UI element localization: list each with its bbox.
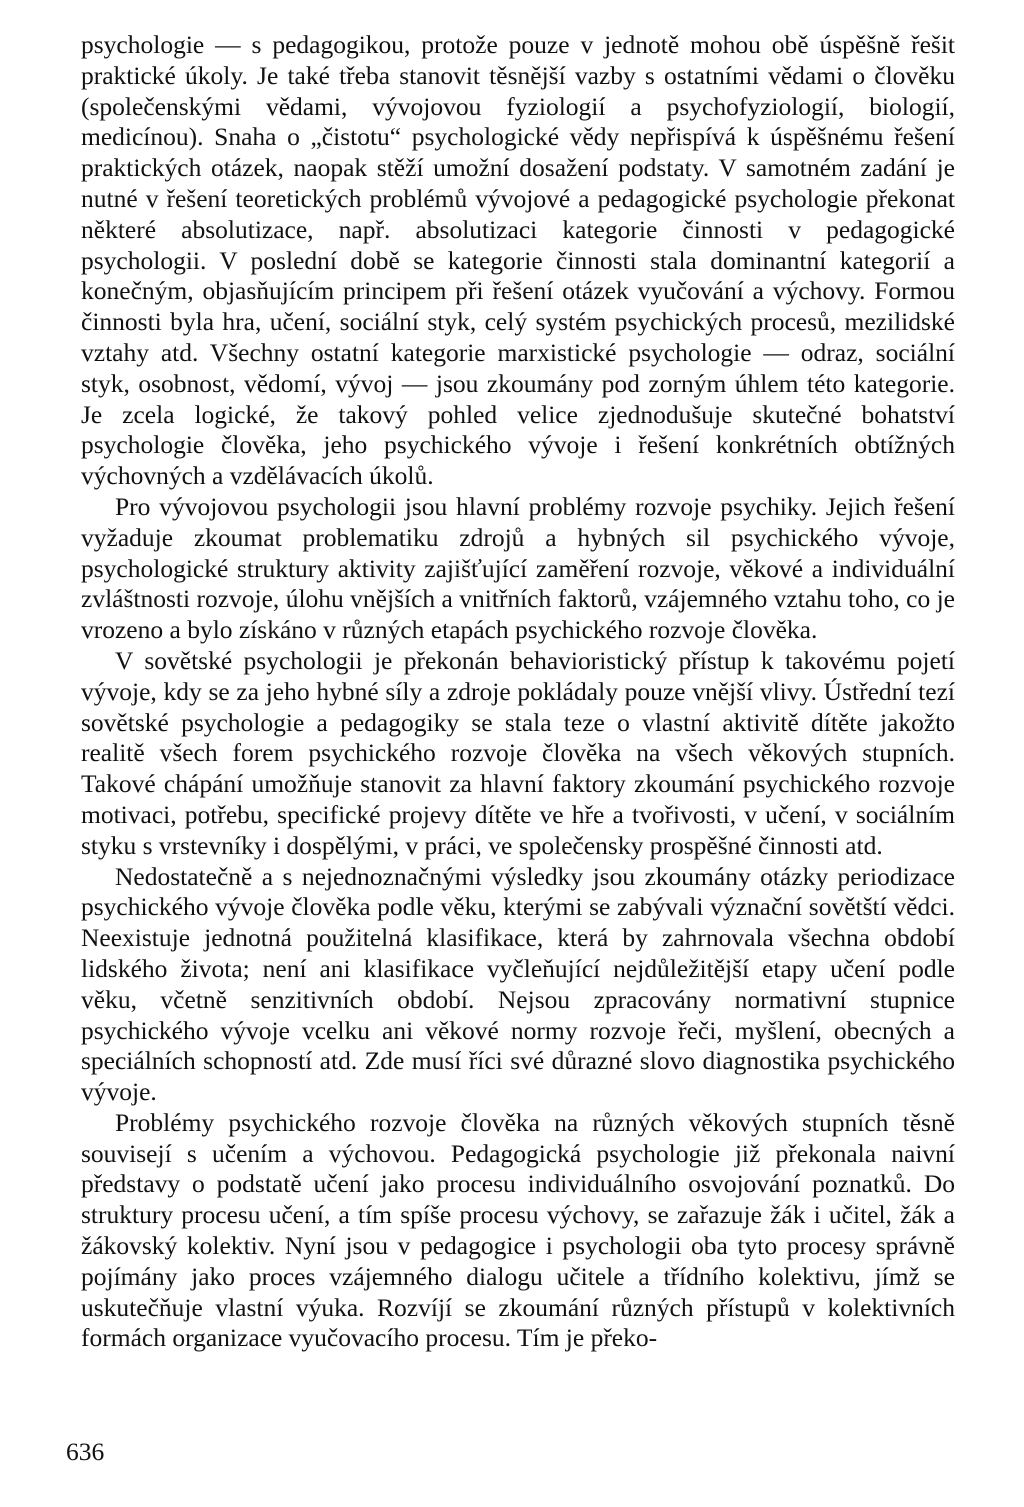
paragraph-periodization: Nedostatečně a s nejednoznačnými výsledky jsou zkoumány otázky periodizace psychického vývoje člověka podle věku, kterými se zabývali význační sovětští vědci. Neexistuje jednotná použitelná klasifikace, která by zahrnovala všechna období lidského života; není ani klasifikace vyčleňující nejdůležitější etapy učení podle věku, včetně senzitivních období. Nejsou zpracovány normativní stupnice psychického vývoje vcelku ani věkové normy rozvoje řeči, myšlení, obecných a speciálních schopností atd. Zde musí říci své důrazné slovo diagnostika psychického vývoje. bbox=[81, 861, 955, 1107]
paragraph-soviet-psychology: V sovětské psychologii je překonán behavioristický přístup k takovému pojetí vývoje, kdy se za jeho hybné síly a zdroje pokládaly pouze vnější vlivy. Ústřední tezí sovětské psychologie a pedagogiky se stala teze o vlastní aktivitě dítěte jakožto realitě všech forem psychického rozvoje člověka na všech věkových stupních. Takové chápání umožňuje stanovit za hlavní faktory zkoumání psychického rozvoje motivaci, potřebu, specifické projevy dítěte ve hře a tvořivosti, v učení, v sociálním styku s vrstevníky i dospělými, v práci, ve společensky prospěšné činnosti atd. bbox=[81, 645, 955, 860]
page-body bbox=[81, 30, 955, 1354]
paragraph-learning-education: Problémy psychického rozvoje člověka na různých věkových stupních těsně souvisejí s učením a výchovou. Pedagogická psychologie již překonala naivní představy o podstatě učení jako procesu individuálního osvojování poznatků. Do struktury procesu učení, a tím spíše procesu výchovy, se zařazuje žák i učitel, žák a žákovský kolektiv. Nyní jsou v pedagogice i psychologii oba tyto procesy správně pojímány jako proces vzájemného dialogu učitele a třídního kolektivu, jímž se uskutečňuje vlastní výuka. Rozvíjí se zkoumání různých přístupů v kolektivních formách organizace vyučovacího procesu. Tím je překo- bbox=[81, 1107, 955, 1353]
paragraph-continuation: psychologie — s pedagogikou, protože pouze v jednotě mohou obě úspěšně řešit praktické úkoly. Je také třeba stanovit těsnější vazby s ostatními vědami o člověku (společenskými vědami, vývojovou fyziologií a psychofyziologií, biologií, medicínou). Snaha o „čistotu“ psychologické vědy nepřispívá k úspěšnému řešení praktických otázek, naopak stěží umožní dosažení podstaty. V samotném zadání je nutné v řešení teoretických problémů vývojové a pedagogické psychologie překonat některé absolutizace, např. absolutizaci kategorie činnosti v pedagogické psychologii. V poslední době se kategorie činnosti stala dominantní kategorií a konečným, objasňujícím principem při řešení otázek vyučování a výchovy. Formou činnosti byla hra, učení, sociální styk, celý systém psychických procesů, mezilidské vztahy atd. Všechny ostatní kategorie marxistické psychologie — odraz, sociální styk, osobnost, vědomí, vývoj — jsou zkoumány pod zorným úhlem této kategorie. Je zcela logické, že takový pohled velice zjednodušuje skutečné bohatství psychologie člověka, jeho psychického vývoje i řešení konkrétních obtížných výchovných a vzdělávacích úkolů. bbox=[81, 30, 955, 491]
paragraph-developmental-psychology: Pro vývojovou psychologii jsou hlavní problémy rozvoje psychiky. Jejich řešení vyžaduje zkoumat problematiku zdrojů a hybných sil psychického vývoje, psychologické struktury aktivity zajišťující zaměření rozvoje, věkové a individuální zvláštnosti rozvoje, úlohu vnějších a vnitřních faktorů, vzájemného vztahu toho, co je vrozeno a bylo získáno v různých etapách psychického rozvoje člověka. bbox=[81, 491, 955, 645]
page-number: 636 bbox=[66, 1437, 105, 1466]
